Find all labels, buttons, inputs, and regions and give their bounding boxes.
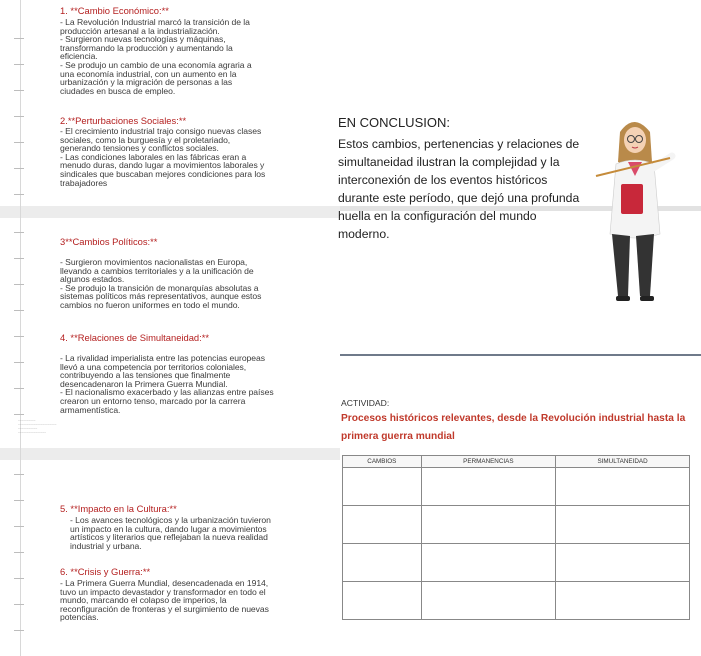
margin-line: [20, 0, 21, 656]
page-gap-band: [0, 448, 340, 460]
margin-tick: [14, 526, 24, 527]
activity-label: ACTIVIDAD:: [341, 398, 390, 408]
table-cell[interactable]: [421, 468, 555, 506]
table-header-row: [343, 456, 690, 468]
margin-tick: [14, 362, 24, 363]
margin-tick: [14, 64, 24, 65]
margin-tick: [14, 194, 24, 195]
section-1-body: - La Revolución Industrial marcó la transición de la producción artesanal a la industrialización. - Surgieron nuevas tecnologías y máquinas, transformando la producción y aumentando la eficiencia. - Se produjo un cambio de una economía agraria a una economía industrial, con un aumento en la urbanización y la migración de personas a las ciudades en busca de empleo.: [60, 17, 252, 96]
table-cell[interactable]: [556, 582, 690, 620]
margin-tick: [14, 630, 24, 631]
margin-tick: [14, 168, 24, 169]
margin-tick: [14, 90, 24, 91]
teacher-illustration: [588, 110, 680, 320]
section-1-heading: 1. **Cambio Económico:**: [60, 5, 169, 16]
margin-tick: [14, 604, 24, 605]
table-cell[interactable]: [421, 582, 555, 620]
section-6-body: - La Primera Guerra Mundial, desencadenada en 1914, tuvo un impacto devastador y transformador en todo el mundo, marcando el colapso de imperios, la reconfiguración de fronteras y el surgimiento de nuevas potencias.: [60, 578, 269, 623]
margin-tick: [14, 232, 24, 233]
table-cell[interactable]: [556, 506, 690, 544]
col-header-permanencias: PERMANENCIAS: [421, 456, 555, 468]
conclusion-title: EN CONCLUSION:: [338, 115, 450, 130]
notes-column: [0, 0, 330, 656]
margin-tick: [14, 336, 24, 337]
margin-tick: [14, 578, 24, 579]
table-cell[interactable]: [343, 506, 422, 544]
table-row: [343, 506, 690, 544]
table-row: [343, 582, 690, 620]
table-cell[interactable]: [343, 544, 422, 582]
table-cell[interactable]: [421, 544, 555, 582]
margin-tick: [14, 552, 24, 553]
table-cell[interactable]: [556, 544, 690, 582]
table-row: [343, 468, 690, 506]
section-5-body: - Los avances tecnológicos y la urbanización tuvieron un impacto en la cultura, dando lugar a movimientos artísticos y literarios que reflejaban la nueva realidad industrial y urbana.: [70, 515, 271, 551]
col-header-cambios: CAMBIOS: [343, 456, 422, 468]
table-row: [343, 544, 690, 582]
page-gap-band: [0, 206, 340, 218]
margin-tick: [14, 142, 24, 143]
conclusion-body: Estos cambios, pertenencias y relaciones de simultaneidad ilustran la complejidad y la interconexión de los eventos históricos durante este período, que dejó una profunda huella en la configuración del mundo moderno.: [338, 137, 580, 241]
margin-tick: [14, 474, 24, 475]
margin-tick: [14, 310, 24, 311]
table-cell[interactable]: [421, 506, 555, 544]
margin-tick: [14, 38, 24, 39]
section-3-heading: 3**Cambios Políticos:**: [60, 236, 158, 247]
table-cell[interactable]: [343, 582, 422, 620]
section-6-heading: 6. **Crisis y Guerra:**: [60, 566, 151, 577]
margin-tick: [14, 258, 24, 259]
activity-title: Procesos históricos relevantes, desde la Revolución industrial hasta la primera guerra mundial: [341, 413, 686, 442]
activity-table: [342, 455, 690, 620]
margin-tick: [14, 414, 24, 415]
section-divider: [340, 354, 701, 356]
margin-tick: [14, 388, 24, 389]
margin-tick: [14, 500, 24, 501]
faint-scribble: ~~~~~~~~~~ ~~~~~~~~~~~~~~~~~~~~~~ ~~~~~~~~~~~ ~~~~~~~~~~~~~~~~: [18, 418, 57, 434]
margin-tick: [14, 284, 24, 285]
section-2-heading: 2.**Perturbaciones Sociales:**: [60, 115, 187, 126]
col-header-simultaneidad: SIMULTANEIDAD: [556, 456, 690, 468]
section-2-body: - El crecimiento industrial trajo consigo nuevas clases sociales, como la burguesía y el proletariado, generando tensiones y conflictos sociales. - Las condiciones laborales en las fábricas eran a menudo duras, dando lugar a movimientos laborales y sindicales que buscaban mejores condiciones para los trabajadores: [60, 126, 266, 188]
margin-tick: [14, 116, 24, 117]
section-4-body: - La rivalidad imperialista entre las potencias europeas llevó a una competencia por territorios coloniales, contribuyendo a las tensiones que finalmente desencadenaron la Primera Guerra Mundial. - El nacionalismo exacerbado y las alianzas entre países crearon un entorno tenso, marcado por la carrera armamentística.: [60, 353, 274, 415]
table-cell[interactable]: [343, 468, 422, 506]
section-3-body: - Surgieron movimientos nacionalistas en Europa, llevando a cambios territoriales y a la unificación de algunos estados. - Se produjo la transición de monarquías absolutas a sistemas políticos más representativos, aunque estos cambios no fueron uniformes en todo el mundo.: [60, 257, 262, 310]
section-5-heading: 5. **Impacto en la Cultura:**: [60, 503, 177, 514]
table-cell[interactable]: [556, 468, 690, 506]
section-4-heading: 4. **Relaciones de Simultaneidad:**: [60, 332, 210, 343]
